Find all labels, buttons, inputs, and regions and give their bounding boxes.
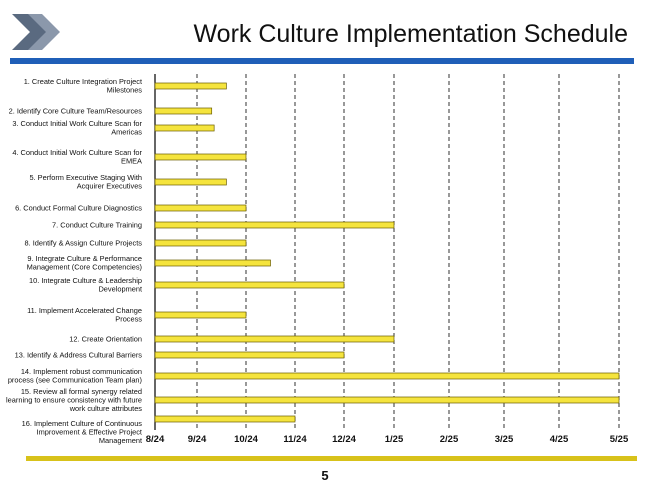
task-label-9: 9. Integrate Culture & Performance Management (Core Competencies)	[26, 254, 142, 272]
gantt-bar-7	[155, 222, 394, 228]
gantt-bar-11	[155, 312, 246, 318]
gantt-bar-2	[155, 108, 212, 114]
task-label-16: 16. Implement Culture of Continuous Improvement & Effective Project Management	[21, 419, 142, 446]
gantt-bar-5	[155, 179, 226, 185]
x-tick-label-4/25: 4/25	[549, 434, 569, 445]
gantt-bar-6	[155, 205, 246, 211]
task-label-11: 11. Implement Accelerated Change Process	[27, 306, 142, 324]
task-label-2: 2. Identify Core Culture Team/Resources	[8, 106, 142, 116]
task-label-14: 14. Implement robust communication process (see Communication Team plan)	[7, 367, 142, 385]
gantt-bar-16	[155, 416, 295, 422]
task-label-8: 8. Identify & Assign Culture Projects	[24, 238, 142, 248]
gantt-bar-4	[155, 154, 246, 160]
page-number: 5	[321, 468, 329, 483]
task-label-13: 13. Identify & Address Cultural Barriers	[14, 350, 142, 360]
x-tick-label-5/25: 5/25	[609, 434, 629, 445]
x-tick-label-9/24: 9/24	[187, 434, 207, 445]
x-tick-label-10/24: 10/24	[234, 434, 258, 445]
x-tick-label-3/25: 3/25	[494, 434, 514, 445]
gantt-bar-13	[155, 352, 344, 358]
task-label-12: 12. Create Orientation	[69, 334, 142, 344]
task-label-5: 5. Perform Executive Staging With Acquirer Executives	[29, 173, 142, 191]
gantt-bar-10	[155, 282, 344, 288]
task-label-15: 15. Review all formal synergy related learning to ensure consistency with future work culture attributes	[6, 387, 142, 414]
x-tick-label-8/24: 8/24	[145, 434, 165, 445]
gantt-bar-8	[155, 240, 246, 246]
gantt-bar-3	[155, 125, 214, 131]
task-label-6: 6. Conduct Formal Culture Diagnostics	[15, 203, 142, 213]
x-tick-label-2/25: 2/25	[439, 434, 459, 445]
footer-rule	[26, 456, 637, 461]
x-tick-label-1/25: 1/25	[384, 434, 404, 445]
gantt-bar-1	[155, 83, 226, 89]
task-label-10: 10. Integrate Culture & Leadership Development	[29, 276, 142, 294]
x-tick-label-12/24: 12/24	[332, 434, 356, 445]
x-tick-label-11/24: 11/24	[283, 434, 307, 445]
gantt-bar-12	[155, 336, 394, 342]
slide-title: Work Culture Implementation Schedule	[193, 20, 628, 48]
task-label-4: 4. Conduct Initial Work Culture Scan for EMEA	[12, 148, 142, 166]
gantt-bar-15	[155, 397, 619, 403]
gantt-bar-9	[155, 260, 271, 266]
task-label-3: 3. Conduct Initial Work Culture Scan for Americas	[12, 119, 142, 137]
task-label-1: 1. Create Culture Integration Project Milestones	[23, 77, 142, 95]
task-label-7: 7. Conduct Culture Training	[52, 220, 142, 230]
gantt-bar-14	[155, 373, 619, 379]
